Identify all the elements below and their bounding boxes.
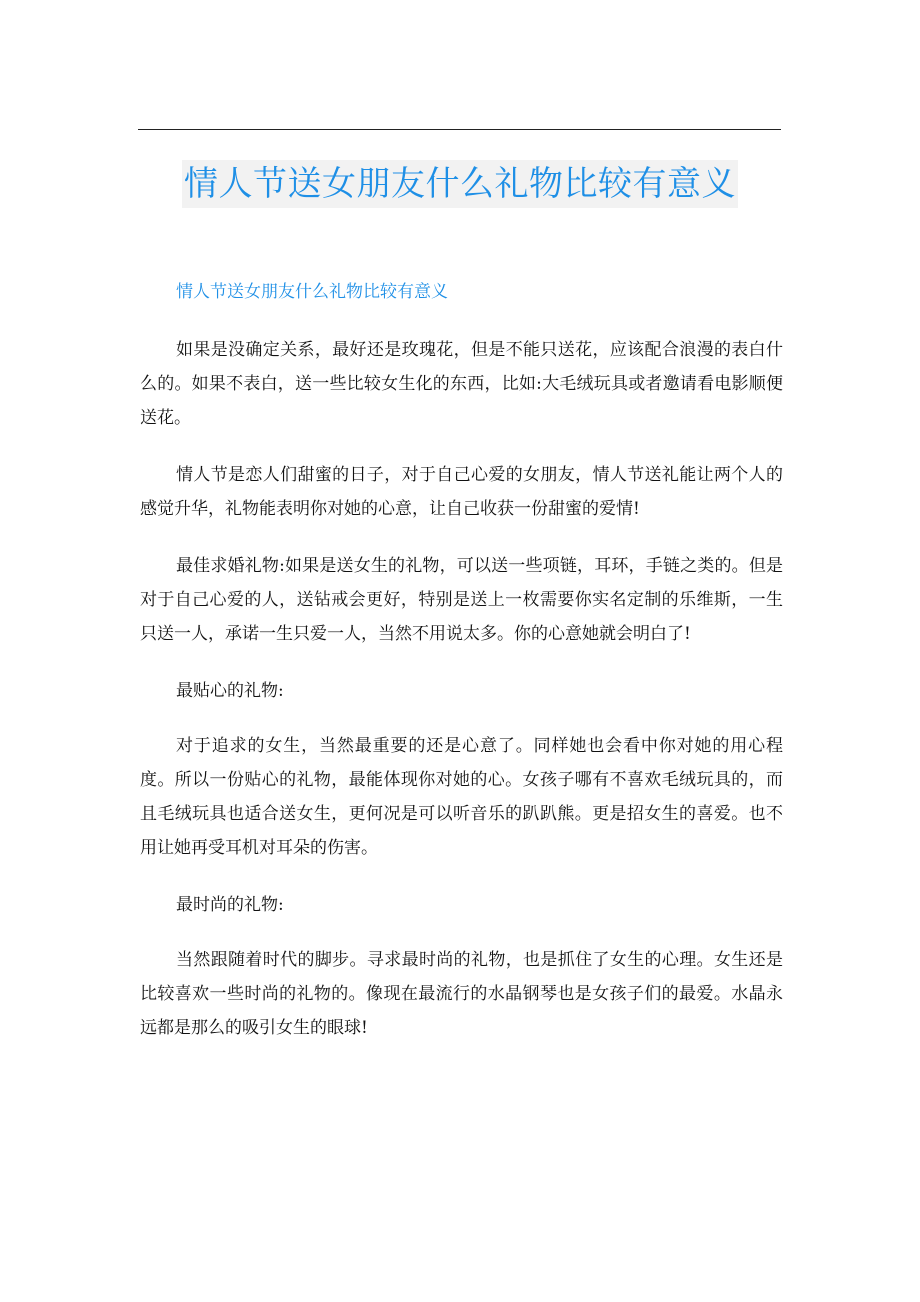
paragraph: 情人节是恋人们甜蜜的日子，对于自己心爱的女朋友，情人节送礼能让两个人的感觉升华，礼物能表明你对她的心意，让自己收获一份甜蜜的爱情! (140, 465, 783, 519)
page-title: 情人节送女朋友什么礼物比较有意义 (182, 160, 738, 208)
section-label: 最时尚的礼物: (176, 895, 284, 915)
paragraph: 当然跟随着时代的脚步。寻求最时尚的礼物，也是抓住了女生的心理。女生还是比较喜欢一些时尚的礼物的。像现在最流行的水晶钢琴也是女孩子们的最爱。水晶永远都是那么的吸引女生的眼球! (140, 950, 783, 1038)
header-rule (138, 129, 781, 130)
page-title-block (0, 160, 920, 208)
section-heading: 情人节送女朋友什么礼物比较有意义 (176, 282, 448, 302)
paragraph: 对于追求的女生，当然最重要的还是心意了。同样她也会看中你对她的用心程度。所以一份贴心的礼物，最能体现你对她的心。女孩子哪有不喜欢毛绒玩具的，而且毛绒玩具也适合送女生，更何况是可以听音乐的趴趴熊。更是招女生的喜爱。也不用让她再受耳机对耳朵的伤害。 (140, 736, 783, 858)
paragraph: 最佳求婚礼物:如果是送女生的礼物，可以送一些项链，耳环，手链之类的。但是对于自己心爱的人，送钻戒会更好，特别是送上一枚需要你实名定制的乐维斯，一生只送一人，承诺一生只爱一人，当然不用说太多。你的心意她就会明白了! (140, 556, 783, 644)
section-label: 最贴心的礼物: (176, 681, 284, 701)
paragraph: 如果是没确定关系，最好还是玫瑰花，但是不能只送花，应该配合浪漫的表白什么的。如果不表白，送一些比较女生化的东西，比如:大毛绒玩具或者邀请看电影顺便送花。 (140, 340, 783, 428)
article-body (140, 275, 783, 1068)
